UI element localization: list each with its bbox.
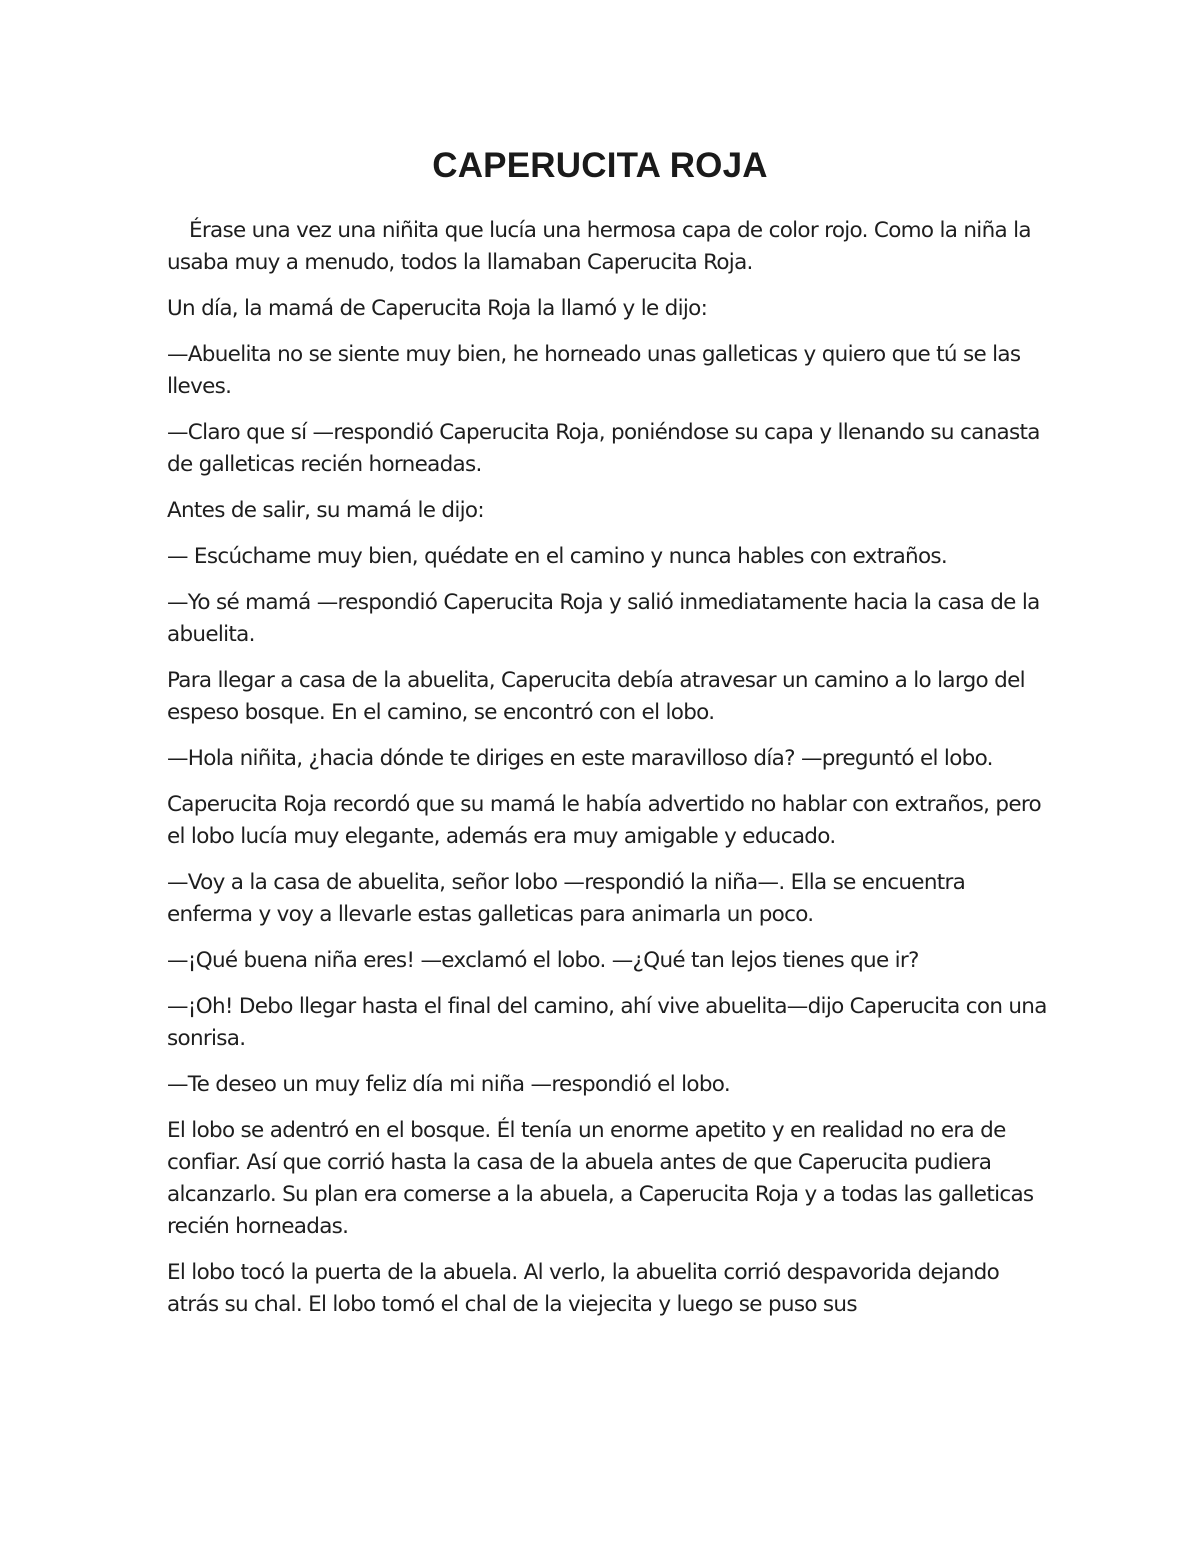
- paragraph: Antes de salir, su mamá le dijo:: [167, 498, 484, 523]
- paragraph: El lobo tocó la puerta de la abuela. Al verlo, la abuelita corrió despavorida dejando atrás su chal. El lobo tomó el chal de la viejecita y luego se puso sus: [167, 1260, 1000, 1317]
- paragraph: Érase una vez una niñita que lucía una hermosa capa de color rojo. Como la niña la usaba muy a menudo, todos la llamaban Caperucita Roja.: [167, 218, 1031, 275]
- paragraph: —Te deseo un muy feliz día mi niña —respondió el lobo.: [167, 1072, 730, 1097]
- document-body: [167, 215, 1047, 1335]
- paragraph: —¡Oh! Debo llegar hasta el final del camino, ahí vive abuelita—dijo Caperucita con una sonrisa.: [167, 994, 1047, 1051]
- paragraph: Un día, la mamá de Caperucita Roja la llamó y le dijo:: [167, 296, 708, 321]
- paragraph: —Hola niñita, ¿hacia dónde te diriges en este maravilloso día? —preguntó el lobo.: [167, 746, 993, 771]
- document-title: CAPERUCITA ROJA: [432, 146, 768, 185]
- paragraph: —Voy a la casa de abuelita, señor lobo —respondió la niña—. Ella se encuentra enferma y voy a llevarle estas galleticas para animarla un poco.: [167, 870, 966, 927]
- paragraph: —Abuelita no se siente muy bien, he horneado unas galleticas y quiero que tú se las lleves.: [167, 342, 1021, 399]
- paragraph: — Escúchame muy bien, quédate en el camino y nunca hables con extraños.: [167, 544, 948, 569]
- paragraph: El lobo se adentró en el bosque. Él tenía un enorme apetito y en realidad no era de confiar. Así que corrió hasta la casa de la abuela antes de que Caperucita pudiera alcanzarlo. Su plan era comerse a la abuela, a Caperucita Roja y a todas las galleticas recién horneadas.: [167, 1118, 1034, 1239]
- paragraph: Para llegar a casa de la abuelita, Caperucita debía atravesar un camino a lo largo del espeso bosque. En el camino, se encontró con el lobo.: [167, 668, 1025, 725]
- paragraph: —Yo sé mamá —respondió Caperucita Roja y salió inmediatamente hacia la casa de la abuelita.: [167, 590, 1040, 647]
- paragraph: —Claro que sí —respondió Caperucita Roja, poniéndose su capa y llenando su canasta de galleticas recién horneadas.: [167, 420, 1040, 477]
- paragraph: —¡Qué buena niña eres! —exclamó el lobo. —¿Qué tan lejos tienes que ir?: [167, 948, 919, 973]
- paragraph: Caperucita Roja recordó que su mamá le había advertido no hablar con extraños, pero el lobo lucía muy elegante, además era muy amigable y educado.: [167, 792, 1042, 849]
